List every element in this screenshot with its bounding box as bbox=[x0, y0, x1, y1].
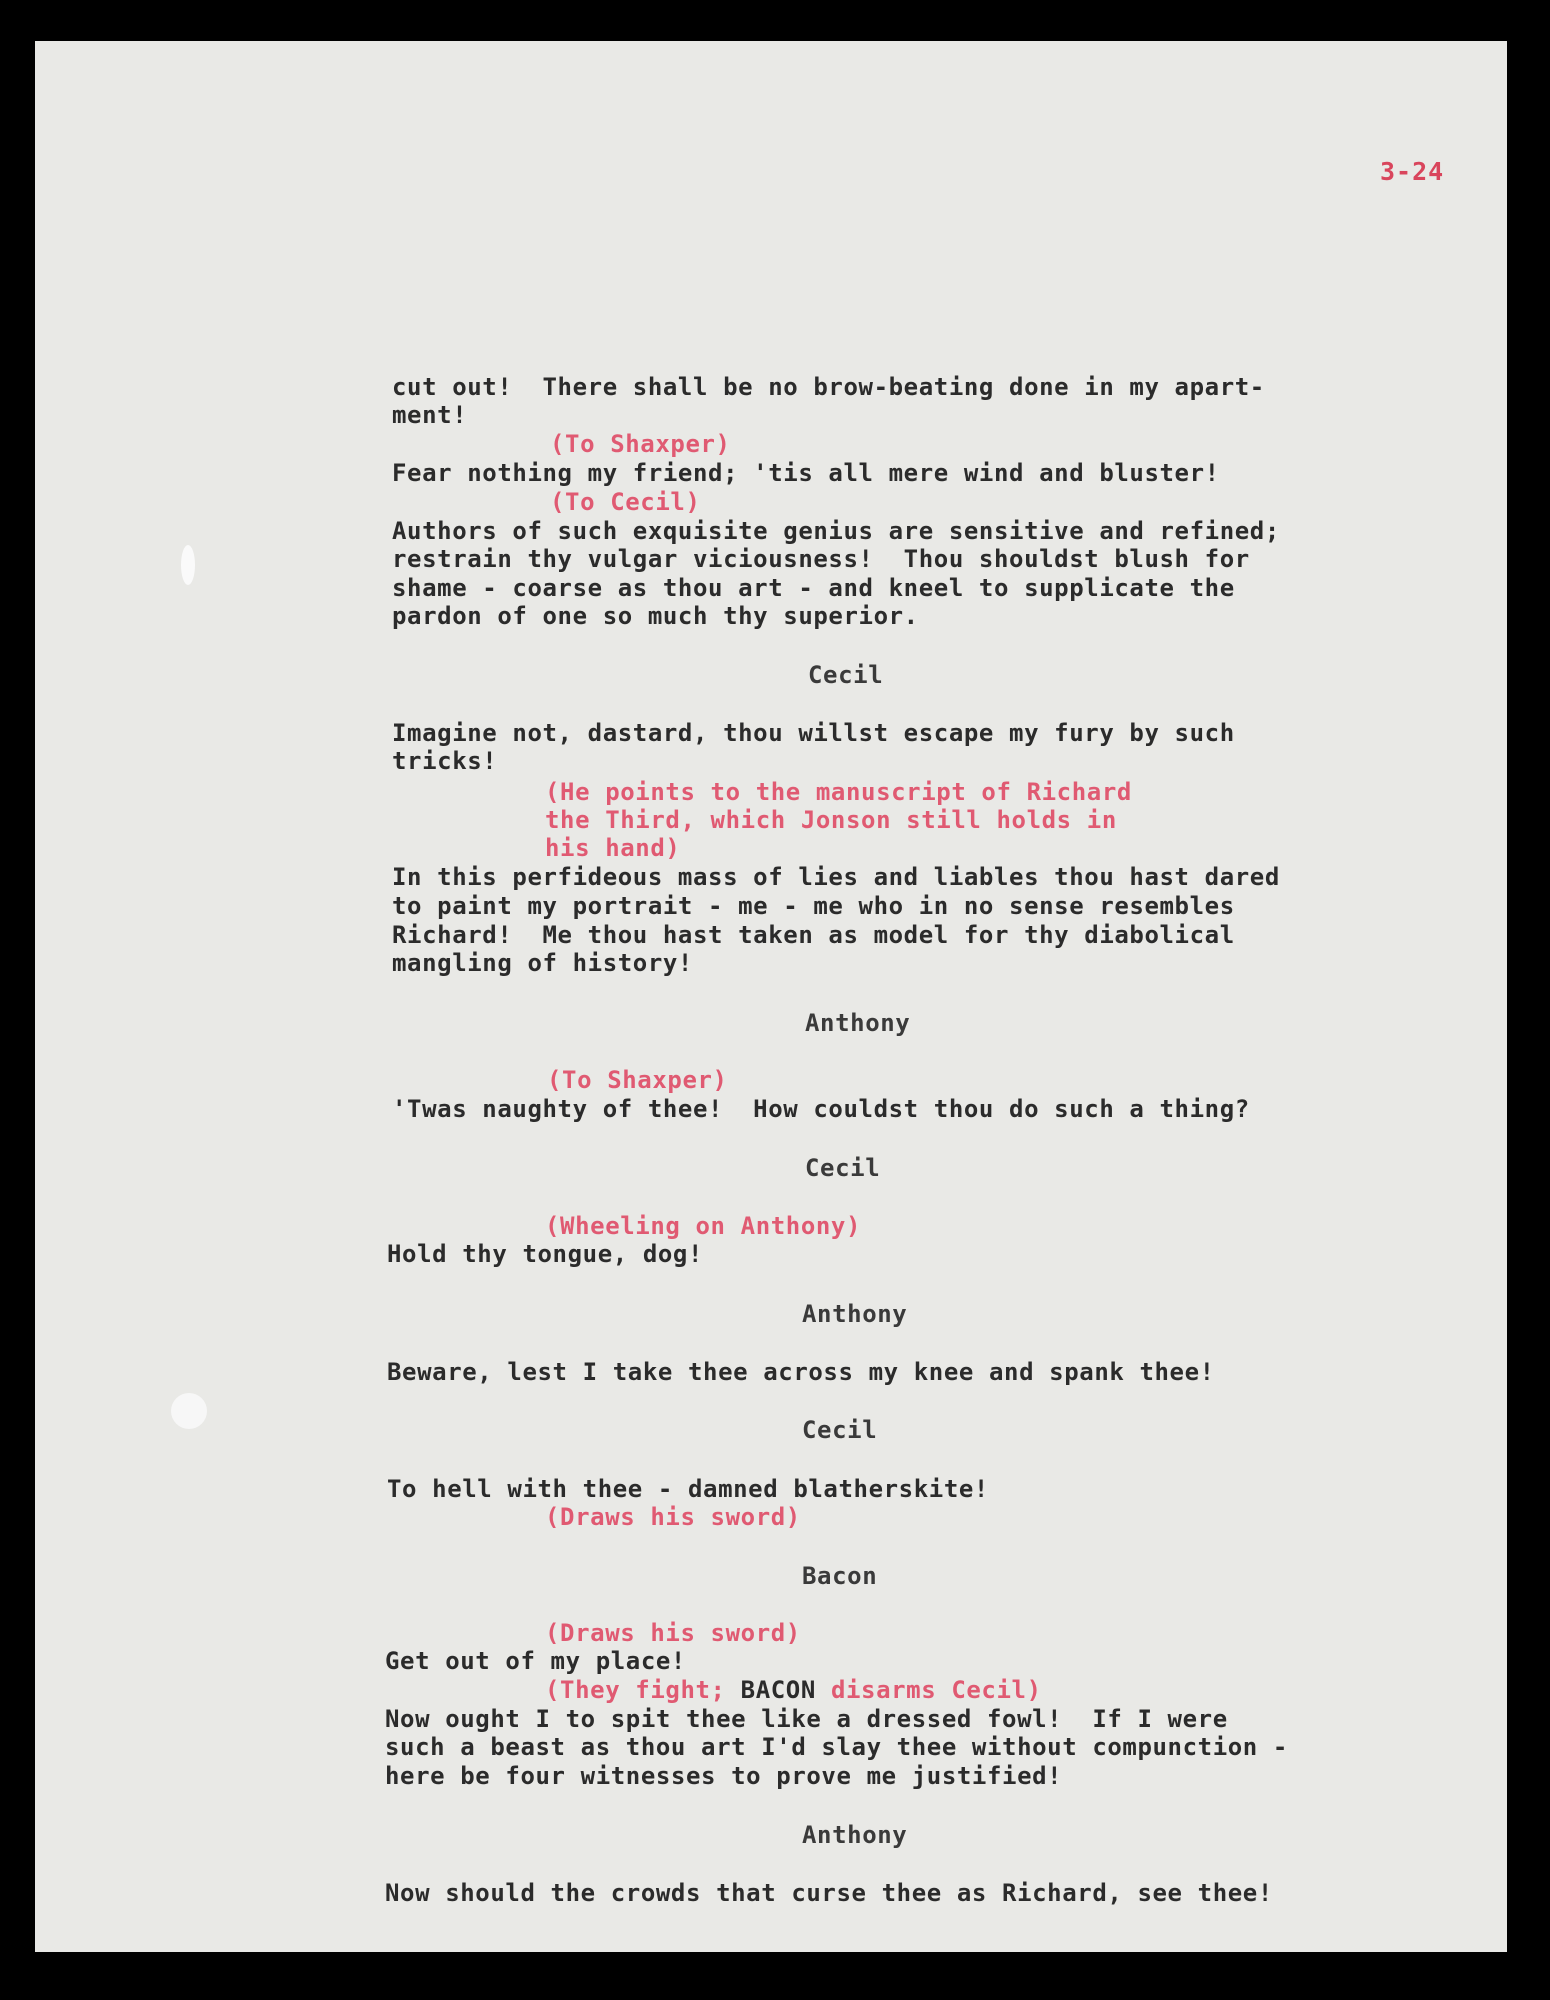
speaker-name: Cecil bbox=[802, 1416, 878, 1444]
script-line: shame - coarse as thou art - and kneel to supplicate the bbox=[392, 574, 1235, 602]
stage-direction: (To Shaxper) bbox=[547, 1066, 728, 1094]
script-line: 'Twas naughty of thee! How couldst thou do such a thing? bbox=[392, 1095, 1250, 1123]
script-line: pardon of one so much thy superior. bbox=[392, 602, 919, 630]
script-line: In this perfideous mass of lies and liables thou hast dared bbox=[392, 863, 1280, 891]
direction-character-name: BACON bbox=[740, 1676, 816, 1704]
script-line: Beware, lest I take thee across my knee and spank thee! bbox=[387, 1358, 1215, 1386]
hole-punch-bottom bbox=[171, 1393, 207, 1429]
stage-direction: (To Shaxper) bbox=[550, 430, 731, 458]
stage-direction: (He points to the manuscript of Richard bbox=[545, 778, 1132, 806]
script-line: cut out! There shall be no brow-beating done in my apart- bbox=[392, 373, 1265, 401]
speaker-name: Cecil bbox=[805, 1154, 881, 1182]
script-line: Now ought I to spit thee like a dressed fowl! If I were bbox=[385, 1705, 1228, 1733]
script-line: Authors of such exquisite genius are sensitive and refined; bbox=[392, 517, 1280, 545]
stage-direction: the Third, which Jonson still holds in bbox=[545, 806, 1117, 834]
script-line: Imagine not, dastard, thou willst escape my fury by such bbox=[392, 719, 1235, 747]
script-line: Hold thy tongue, dog! bbox=[387, 1240, 704, 1268]
script-line: mangling of history! bbox=[392, 949, 693, 977]
page-number: 3-24 bbox=[1380, 157, 1445, 186]
hole-punch-top bbox=[181, 545, 195, 585]
stage-direction-mixed bbox=[545, 1676, 1042, 1704]
stage-direction: (Wheeling on Anthony) bbox=[545, 1212, 862, 1240]
speaker-name: Cecil bbox=[808, 661, 884, 689]
stage-direction: his hand) bbox=[545, 834, 681, 862]
script-line: tricks! bbox=[392, 747, 498, 775]
typewritten-page bbox=[35, 41, 1507, 1952]
stage-direction: (To Cecil) bbox=[550, 488, 701, 516]
speaker-name: Anthony bbox=[802, 1300, 908, 1328]
script-line: Now should the crowds that curse thee as Richard, see thee! bbox=[385, 1879, 1273, 1907]
speaker-name: Anthony bbox=[805, 1009, 911, 1037]
script-line: ment! bbox=[392, 401, 468, 429]
speaker-name: Bacon bbox=[802, 1562, 878, 1590]
script-line: here be four witnesses to prove me justified! bbox=[385, 1762, 1063, 1790]
script-line: Get out of my place! bbox=[385, 1647, 686, 1675]
script-line: Fear nothing my friend; 'tis all mere wind and bluster! bbox=[392, 459, 1220, 487]
script-line: restrain thy vulgar viciousness! Thou shouldst blush for bbox=[392, 545, 1250, 573]
speaker-name: Anthony bbox=[802, 1821, 908, 1849]
script-line: such a beast as thou art I'd slay thee without compunction - bbox=[385, 1733, 1288, 1761]
script-line: Richard! Me thou hast taken as model for thy diabolical bbox=[392, 921, 1235, 949]
stage-direction: (Draws his sword) bbox=[545, 1619, 801, 1647]
direction-part: (They fight; bbox=[545, 1676, 741, 1704]
stage-direction: (Draws his sword) bbox=[545, 1503, 801, 1531]
direction-part: disarms Cecil) bbox=[815, 1676, 1042, 1704]
script-line: to paint my portrait - me - me who in no sense resembles bbox=[392, 892, 1235, 920]
script-line: To hell with thee - damned blatherskite! bbox=[387, 1475, 989, 1503]
